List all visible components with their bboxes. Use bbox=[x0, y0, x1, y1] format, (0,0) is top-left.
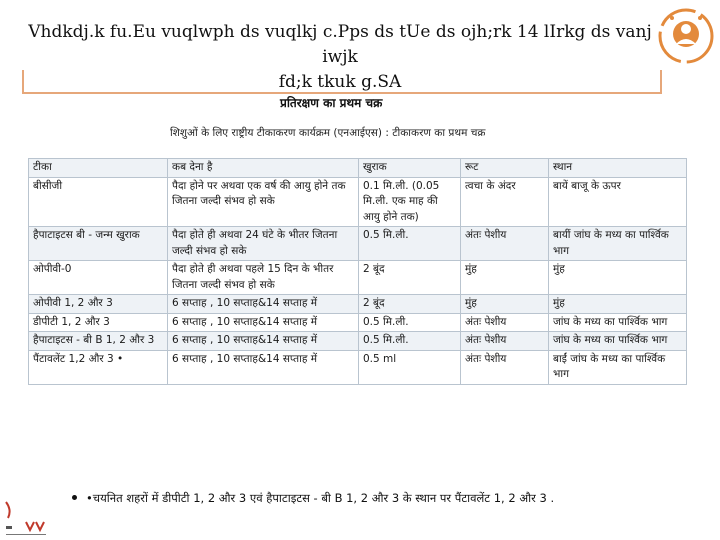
table-cell: मुंह bbox=[461, 295, 549, 314]
header-cell: स्थान bbox=[549, 159, 687, 178]
section-heading: प्रतिरक्षण का प्रथम चक्र bbox=[280, 96, 383, 110]
header-cell: कब देना है bbox=[168, 159, 359, 178]
corner-emblem-icon bbox=[0, 500, 50, 540]
table-cell: मुंह bbox=[549, 261, 687, 295]
header-cell: रूट bbox=[461, 159, 549, 178]
table-row bbox=[29, 227, 687, 261]
table-cell: अंतः पेशीय bbox=[461, 313, 549, 332]
table-row bbox=[29, 313, 687, 332]
table-cell: जांघ के मध्य का पार्श्विक भाग bbox=[549, 313, 687, 332]
table-row bbox=[29, 177, 687, 227]
table-header-row bbox=[29, 159, 687, 178]
table-cell: 6 सप्ताह , 10 सप्ताह&14 सप्ताह में bbox=[168, 295, 359, 314]
table-cell: 0.5 मि.ली. bbox=[359, 227, 461, 261]
table-cell: बायें बाजू के ऊपर bbox=[549, 177, 687, 227]
table-cell: जांघ के मध्य का पार्श्विक भाग bbox=[549, 332, 687, 351]
footnote: •चयनित शहरों में डीपीटी 1, 2 और 3 एवं हैपाटाइटस - बी B 1, 2 और 3 के स्थान पर पैंटावलेंट 1, 2 और 3 . bbox=[86, 491, 555, 505]
vaccination-schedule-table bbox=[28, 158, 687, 385]
title-divider-left-tick bbox=[22, 70, 24, 94]
slide-title-line-1: Vhdkdj.k fu.Eu vuqlwph ds vuqlkj c.Pps ds tUe ds ojh;rk 14 lIrkg ds vanj iwjk bbox=[28, 22, 652, 67]
table-cell: ओपीवी-0 bbox=[29, 261, 168, 295]
table-cell: बायीं जांघ के मध्य का पार्श्विक भाग bbox=[549, 227, 687, 261]
slide-title bbox=[20, 20, 660, 95]
table-cell: पैदा होने पर अथवा एक वर्ष की आयु होने तक जितना जल्दी संभव हो सके bbox=[168, 177, 359, 227]
table-row bbox=[29, 350, 687, 384]
table-cell: हैपाटाइटस बी - जन्म खुराक bbox=[29, 227, 168, 261]
table-cell: अंतः पेशीय bbox=[461, 227, 549, 261]
table-cell: डीपीटी 1, 2 और 3 bbox=[29, 313, 168, 332]
title-divider-right-tick bbox=[660, 70, 662, 94]
table-cell: 0.5 मि.ली. bbox=[359, 313, 461, 332]
table-caption: शिशुओं के लिए राष्ट्रीय टीकाकरण कार्यक्रम (एनआईएस) : टीकाकरण का प्रथम चक्र bbox=[170, 127, 486, 139]
table-row bbox=[29, 261, 687, 295]
table-cell: ओपीवी 1, 2 और 3 bbox=[29, 295, 168, 314]
table-cell: मुंह bbox=[549, 295, 687, 314]
header-cell: टीका bbox=[29, 159, 168, 178]
table-cell: हैपाटाइटस - बी B 1, 2 और 3 bbox=[29, 332, 168, 351]
table-cell: पैदा होते ही अथवा 24 घंटे के भीतर जितना जल्दी संभव हो सके bbox=[168, 227, 359, 261]
table-cell: 0.5 मि.ली. bbox=[359, 332, 461, 351]
table-cell: 2 बूंद bbox=[359, 295, 461, 314]
program-logo-icon bbox=[654, 4, 718, 68]
table-cell: 6 सप्ताह , 10 सप्ताह&14 सप्ताह में bbox=[168, 332, 359, 351]
table-cell: पैदा होते ही अथवा पहले 15 दिन के भीतर जितना जल्दी संभव हो सके bbox=[168, 261, 359, 295]
table-cell: बीसीजी bbox=[29, 177, 168, 227]
table-row bbox=[29, 295, 687, 314]
table-cell: 2 बूंद bbox=[359, 261, 461, 295]
table-cell: 6 सप्ताह , 10 सप्ताह&14 सप्ताह में bbox=[168, 313, 359, 332]
table-cell: 0.5 ml bbox=[359, 350, 461, 384]
table-row bbox=[29, 332, 687, 351]
table-cell: त्वचा के अंदर bbox=[461, 177, 549, 227]
table-cell: मुंह bbox=[461, 261, 549, 295]
table-cell: बाईं जांघ के मध्य का पार्श्विक भाग bbox=[549, 350, 687, 384]
table-cell: अंतः पेशीय bbox=[461, 350, 549, 384]
slide-title-line-2: fd;k tkuk g.SA bbox=[278, 72, 402, 92]
table-cell: पैंटावलेंट 1,2 और 3 • bbox=[29, 350, 168, 384]
header-cell: खुराक bbox=[359, 159, 461, 178]
table-cell: अंतः पेशीय bbox=[461, 332, 549, 351]
table-cell: 0.1 मि.ली. (0.05 मि.ली. एक माह की आयु होने तक) bbox=[359, 177, 461, 227]
table-cell: 6 सप्ताह , 10 सप्ताह&14 सप्ताह में bbox=[168, 350, 359, 384]
